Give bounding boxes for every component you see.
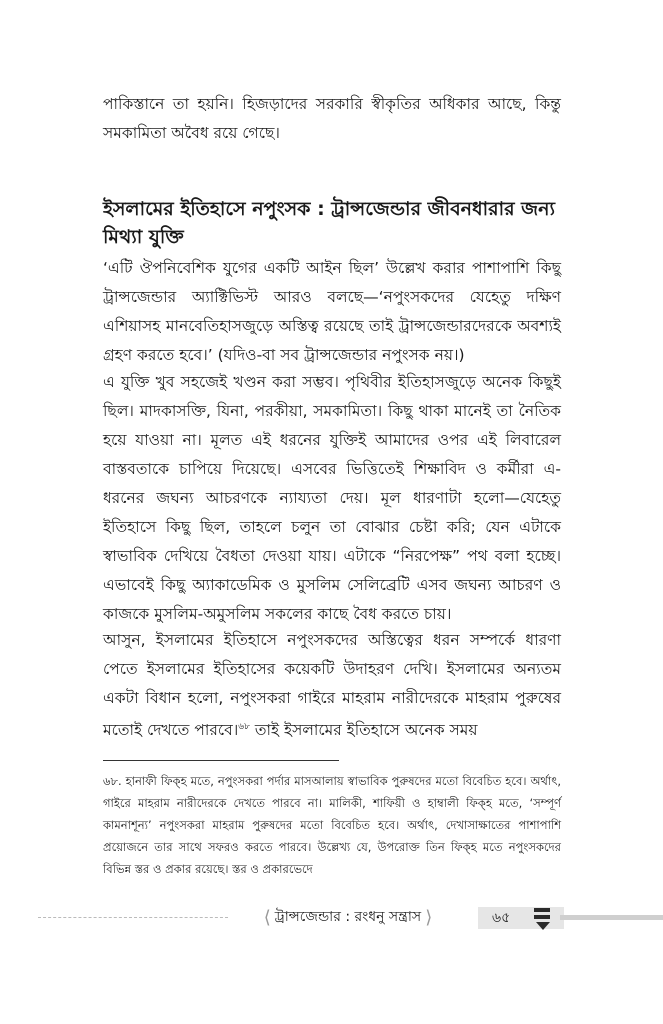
footnote-ref[interactable]: ৬৮: [238, 722, 250, 732]
footer-end-bar: [560, 915, 663, 920]
body-paragraph-2: [103, 626, 561, 745]
quote-paragraph: ‘এটি ঔপনিবেশিক যুগের একটি আইন ছিল’ উল্লেখ করার পাশাপাশি কিছু ট্রান্সজেন্ডার অ্যাক্টিভিস্ট আরও বলছে—‘নপুংসকদের যেহেতু দক্ষিণ এশিয়াসহ মানবেতিহাসজুড়ে অস্তিত্ব রয়েছে তাই ট্রান্সজেন্ডারদেরকে অবশ্যই গ্রহণ করতে হবে।’ (যদিও-বা সব ট্রান্সজেন্ডার নপুংসক নয়।): [103, 259, 561, 364]
left-angle-ornament: ⟨: [263, 906, 271, 928]
section-heading: ইসলামের ইতিহাসে নপুংসক : ট্রান্সজেন্ডার জীবনধারার জন্য মিথ্যা যুক্তি: [103, 198, 556, 248]
paragraph-2-text: আসুন, ইসলামের ইতিহাসে নপুংসকদের অস্তিত্বের ধরন সম্পর্কে ধারণা পেতে ইসলামের ইতিহাসের কয়েকটি উদাহরণ দেখি। ইসলামের অন্যতম একটা বিধান হলো, নপুংসকরা গাইরে মাহরাম নারীদেরকে মাহরাম পুরুষের মতোই দেখতে পারবে।: [103, 631, 561, 740]
footer-book-title: [228, 903, 468, 931]
book-title-text: ট্রান্সজেন্ডার : রংধনু সন্ত্রাস: [274, 909, 422, 925]
footer-left-line: [38, 917, 228, 918]
body-paragraph-1: এ যুক্তি খুব সহজেই খণ্ডন করা সম্ভব। পৃথিবীর ইতিহাসজুড়ে অনেক কিছুই ছিল। মাদকাসক্তি, যিনা, পরকীয়া, সমকামিতা। কিছু থাকা মানেই তা নৈতিক হয়ে যাওয়া না। মূলত এই ধরনের যুক্তিই আমাদের ওপর এই লিবারেল বাস্তবতাকে চাপিয়ে দিয়েছে। এসবের ভিত্তিতেই শিক্ষাবিদ ও কর্মীরা এ-ধরনের জঘন্য আচরণকে ন্যায্যতা দেয়। মূল ধারণাটা হলো—যেহেতু ইতিহাসে কিছু ছিল, তাহলে চলুন তা বোঝার চেষ্টা করি; যেন এটাকে স্বাভাবিক দেখিয়ে বৈধতা দেওয়া যায়। এটাকে “নিরপেক্ষ” পথ বলা হচ্ছে। এভাবেই কিছু অ্যাকাডেমিক ও মুসলিম সেলিব্রেটি এসব জঘন্য আচরণ ও কাজকে মুসলিম-অমুসলিম সকলের কাছে বৈধ করতে চায়।: [103, 373, 561, 623]
footnote-text: ৬৮. হানাফী ফিক্হ মতে, নপুংসকরা পর্দার মাসআলায় স্বাভাবিক পুরুষদের মতো বিবেচিত হবে। অর্থাৎ, গাইরে মাহরাম নারীদেরকে দেখতে পারবে না। মালিকী, শাফিয়ী ও হাম্বালী ফিক্হ মতে, ‘সম্পূর্ণ কামনাশূন্য’ নপুংসকরা মাহরাম পুরুষদের মতো বিবেচিত হবে। অর্থাৎ, দেখাসাক্ষাতের পাশাপাশি প্রয়োজনে তার সাথে সফরও করতে পারবে। উল্লেখ্য যে, উপরোক্ত তিন ফিক্হ মতে নপুংসকদের বিভিন্ন স্তর ও প্রকার রয়েছে। স্তর ও প্রকারভেদে: [103, 774, 561, 876]
publisher-logo-icon: [532, 905, 554, 931]
page-number: ৬৫: [492, 910, 511, 926]
right-angle-ornament: ⟩: [425, 906, 433, 928]
paragraph-2-tail: তাই ইসলামের ইতিহাসে অনেক সময়: [250, 721, 478, 740]
footnote-divider: [103, 760, 339, 761]
intro-paragraph: পাকিস্তানে তা হয়নি। হিজড়াদের সরকারি স্বীকৃতির অধিকার আছে, কিন্তু সমকামিতা অবৈধ রয়ে গেছে।: [103, 95, 561, 142]
